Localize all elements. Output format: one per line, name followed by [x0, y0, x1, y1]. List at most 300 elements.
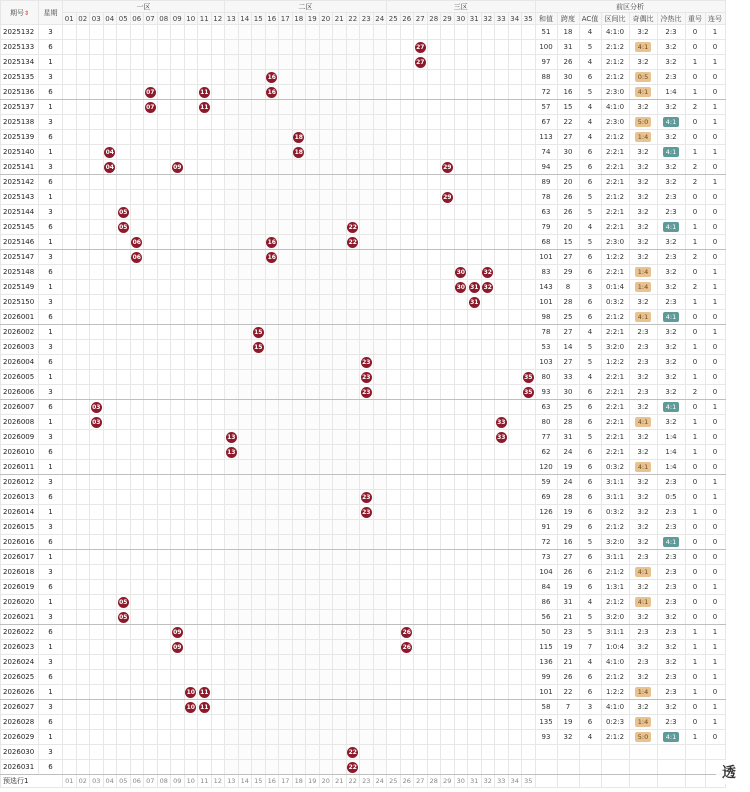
number-cell-08	[157, 655, 171, 670]
table-row[interactable]	[1, 445, 726, 460]
number-cell-12	[211, 595, 225, 610]
analysis-cell-con: 0	[705, 70, 725, 85]
table-row[interactable]	[1, 265, 726, 280]
table-row[interactable]	[1, 475, 726, 490]
preselect-cell-20[interactable]: 20	[319, 775, 333, 788]
analysis-cell-span: 23	[557, 625, 579, 640]
preselect-cell-02[interactable]: 02	[76, 775, 90, 788]
preselect-cell-26[interactable]: 26	[400, 775, 414, 788]
number-cell-02	[76, 310, 90, 325]
analysis-cell-ac: 7	[579, 640, 601, 655]
table-row[interactable]	[1, 295, 726, 310]
analysis-cell-oe: 3:2	[629, 175, 657, 190]
number-cell-16	[265, 685, 279, 700]
number-cell-20	[319, 265, 333, 280]
hit-ball: 16	[267, 253, 276, 261]
table-row[interactable]	[1, 670, 726, 685]
number-cell-25	[387, 40, 401, 55]
preselect-cell-05[interactable]: 05	[117, 775, 131, 788]
number-cell-32	[481, 220, 495, 235]
analysis-cell-sum: 56	[535, 610, 557, 625]
preselect-cell-11[interactable]: 11	[198, 775, 212, 788]
number-cell-05	[117, 625, 131, 640]
table-row[interactable]	[1, 355, 726, 370]
number-cell-21	[333, 565, 347, 580]
number-cell-01	[63, 700, 77, 715]
preselect-cell-29[interactable]: 29	[441, 775, 455, 788]
preselect-cell-31[interactable]: 31	[468, 775, 482, 788]
analysis-cell-span: 25	[557, 400, 579, 415]
number-cell-01	[63, 685, 77, 700]
number-cell-12	[211, 355, 225, 370]
analysis-cell-oe: 2:3	[629, 340, 657, 355]
table-row[interactable]	[1, 280, 726, 295]
number-cell-13	[225, 550, 239, 565]
table-row[interactable]	[1, 205, 726, 220]
analysis-cell-span: 31	[557, 595, 579, 610]
preselect-cell-27[interactable]: 27	[414, 775, 428, 788]
analysis-cell-ac: 4	[579, 370, 601, 385]
analysis-cell-sum: 78	[535, 190, 557, 205]
table-row[interactable]	[1, 595, 726, 610]
preselect-cell-06[interactable]: 06	[130, 775, 144, 788]
number-cell-01	[63, 235, 77, 250]
number-cell-30	[454, 535, 468, 550]
number-cell-18	[292, 700, 306, 715]
table-row[interactable]	[1, 115, 726, 130]
number-cell-07	[144, 85, 158, 100]
preselect-cell-22[interactable]: 22	[346, 775, 360, 788]
number-cell-16	[265, 205, 279, 220]
preselect-cell-35[interactable]: 35	[522, 775, 536, 788]
preselect-cell-08[interactable]: 08	[157, 775, 171, 788]
table-row[interactable]	[1, 505, 726, 520]
analysis-cell-span: 30	[557, 385, 579, 400]
preselect-cell-07[interactable]: 07	[144, 775, 158, 788]
odd-even-badge: 1:4	[635, 132, 651, 142]
table-row[interactable]	[1, 415, 726, 430]
number-cell-25	[387, 325, 401, 340]
number-cell-34	[508, 535, 522, 550]
number-cell-15	[252, 745, 266, 760]
number-cell-24	[373, 250, 387, 265]
analysis-cell-oe	[629, 280, 657, 295]
number-cell-17	[279, 520, 293, 535]
number-cell-03	[90, 25, 104, 40]
number-cell-22	[346, 220, 360, 235]
table-row[interactable]	[1, 250, 726, 265]
number-cell-19	[306, 535, 320, 550]
number-cell-01	[63, 445, 77, 460]
number-cell-19	[306, 550, 320, 565]
analysis-cell-zone: 2:3:0	[601, 235, 629, 250]
number-cell-12	[211, 250, 225, 265]
preselect-cell-18[interactable]: 18	[292, 775, 306, 788]
analysis-cell-con: 0	[705, 205, 725, 220]
number-cell-25	[387, 640, 401, 655]
number-cell-02	[76, 445, 90, 460]
number-cell-31	[468, 535, 482, 550]
table-row[interactable]	[1, 625, 726, 640]
number-header-10: 10	[184, 13, 198, 25]
number-cell-14	[238, 340, 252, 355]
analysis-cell-sum: 101	[535, 250, 557, 265]
number-cell-04	[103, 280, 117, 295]
week-cell: 1	[39, 55, 63, 70]
number-cell-31	[468, 460, 482, 475]
preselect-cell-30[interactable]: 30	[454, 775, 468, 788]
number-cell-05	[117, 535, 131, 550]
number-cell-23	[360, 115, 374, 130]
number-header-15: 15	[252, 13, 266, 25]
number-cell-24	[373, 505, 387, 520]
analysis-cell-sum: 50	[535, 625, 557, 640]
number-cell-13	[225, 100, 239, 115]
number-cell-05	[117, 85, 131, 100]
table-row[interactable]	[1, 25, 726, 40]
number-cell-33	[495, 190, 509, 205]
preselect-cell-34[interactable]: 34	[508, 775, 522, 788]
number-cell-26	[400, 40, 414, 55]
number-cell-07	[144, 310, 158, 325]
number-cell-04	[103, 100, 117, 115]
analysis-cell-rep: 2	[685, 280, 705, 295]
table-row[interactable]	[1, 385, 726, 400]
table-row[interactable]	[1, 430, 726, 445]
number-cell-32	[481, 280, 495, 295]
number-cell-17	[279, 505, 293, 520]
analysis-cell-con: 1	[705, 670, 725, 685]
number-cell-02	[76, 85, 90, 100]
table-row[interactable]	[1, 640, 726, 655]
number-cell-25	[387, 340, 401, 355]
number-cell-31	[468, 370, 482, 385]
table-row[interactable]	[1, 460, 726, 475]
number-cell-24	[373, 640, 387, 655]
hit-ball: 23	[362, 508, 371, 516]
analysis-cell-con: 0	[705, 85, 725, 100]
table-row[interactable]	[1, 730, 726, 745]
number-header-14: 14	[238, 13, 252, 25]
number-cell-22	[346, 280, 360, 295]
preselect-cell-14[interactable]: 14	[238, 775, 252, 788]
issue-header[interactable]: 期号⇕	[1, 1, 39, 25]
number-cell-14	[238, 115, 252, 130]
number-cell-10	[184, 655, 198, 670]
number-cell-01	[63, 580, 77, 595]
number-cell-22	[346, 625, 360, 640]
number-cell-12	[211, 295, 225, 310]
number-cell-05	[117, 70, 131, 85]
analysis-cell-con: 0	[705, 550, 725, 565]
preselect-cell-15[interactable]: 15	[252, 775, 266, 788]
number-cell-13	[225, 355, 239, 370]
number-cell-20	[319, 595, 333, 610]
number-cell-18	[292, 715, 306, 730]
analysis-cell-oe: 3:2	[629, 445, 657, 460]
table-row[interactable]	[1, 535, 726, 550]
preselect-cell-12[interactable]: 12	[211, 775, 225, 788]
analysis-cell-con: 0	[705, 445, 725, 460]
table-row[interactable]	[1, 70, 726, 85]
analysis-cell-rep: 0	[685, 310, 705, 325]
number-cell-09	[171, 55, 185, 70]
analysis-cell-rep: 1	[685, 445, 705, 460]
number-cell-21	[333, 640, 347, 655]
table-row[interactable]	[1, 715, 726, 730]
number-cell-04	[103, 220, 117, 235]
analysis-cell-sum: 99	[535, 670, 557, 685]
table-row[interactable]	[1, 85, 726, 100]
number-cell-26	[400, 310, 414, 325]
number-cell-34	[508, 460, 522, 475]
number-cell-14	[238, 70, 252, 85]
number-cell-33	[495, 550, 509, 565]
preselect-cell-13[interactable]: 13	[225, 775, 239, 788]
number-cell-15	[252, 70, 266, 85]
number-cell-08	[157, 355, 171, 370]
table-row[interactable]	[1, 565, 726, 580]
number-cell-22	[346, 700, 360, 715]
table-row[interactable]	[1, 655, 726, 670]
preselect-cell-32[interactable]: 32	[481, 775, 495, 788]
analysis-cell-ac: 6	[579, 250, 601, 265]
analysis-cell-ch: 2:3	[657, 250, 685, 265]
analysis-cell-rep: 0	[685, 670, 705, 685]
number-cell-24	[373, 550, 387, 565]
number-cell-26	[400, 175, 414, 190]
hit-ball: 23	[362, 373, 371, 381]
number-cell-19	[306, 745, 320, 760]
number-cell-02	[76, 535, 90, 550]
number-cell-33	[495, 250, 509, 265]
number-cell-26	[400, 85, 414, 100]
table-row[interactable]	[1, 550, 726, 565]
number-cell-16	[265, 610, 279, 625]
preselect-cell-28[interactable]: 28	[427, 775, 441, 788]
analysis-cell-rep	[685, 760, 705, 775]
number-cell-07	[144, 655, 158, 670]
week-cell: 1	[39, 640, 63, 655]
number-cell-29	[441, 700, 455, 715]
table-row[interactable]	[1, 340, 726, 355]
analysis-cell-sum: 86	[535, 595, 557, 610]
week-cell: 1	[39, 280, 63, 295]
number-cell-13	[225, 400, 239, 415]
number-cell-12	[211, 175, 225, 190]
analysis-cell-ac: 6	[579, 685, 601, 700]
number-cell-11	[198, 685, 212, 700]
week-cell: 3	[39, 745, 63, 760]
number-cell-01	[63, 85, 77, 100]
table-row[interactable]	[1, 490, 726, 505]
table-row[interactable]	[1, 235, 726, 250]
table-row[interactable]	[1, 745, 726, 760]
analysis-cell-sum: 143	[535, 280, 557, 295]
number-cell-16	[265, 445, 279, 460]
preselect-cell-24[interactable]: 24	[373, 775, 387, 788]
number-cell-09	[171, 475, 185, 490]
number-cell-32	[481, 580, 495, 595]
table-row[interactable]	[1, 220, 726, 235]
number-cell-12	[211, 550, 225, 565]
number-cell-10	[184, 505, 198, 520]
preselect-analysis-cell	[535, 775, 557, 788]
number-cell-34	[508, 220, 522, 235]
analysis-cell-sum: 59	[535, 475, 557, 490]
preselect-row-label[interactable]: 预选行1	[1, 775, 63, 788]
number-cell-20	[319, 520, 333, 535]
number-cell-01	[63, 265, 77, 280]
number-cell-04	[103, 625, 117, 640]
number-cell-35	[522, 580, 536, 595]
number-cell-06	[130, 250, 144, 265]
table-row[interactable]	[1, 760, 726, 775]
preselect-cell-23[interactable]: 23	[360, 775, 374, 788]
analysis-cell-rep: 1	[685, 235, 705, 250]
number-cell-26	[400, 55, 414, 70]
number-cell-28	[427, 550, 441, 565]
number-cell-07	[144, 580, 158, 595]
analysis-cell-rep: 0	[685, 190, 705, 205]
number-cell-19	[306, 715, 320, 730]
preselect-cell-09[interactable]: 09	[171, 775, 185, 788]
number-cell-07	[144, 700, 158, 715]
table-row[interactable]	[1, 145, 726, 160]
table-row[interactable]	[1, 100, 726, 115]
analysis-cell-oe: 3:2	[629, 490, 657, 505]
number-cell-12	[211, 625, 225, 640]
hit-ball: 32	[483, 283, 492, 291]
number-cell-09	[171, 130, 185, 145]
number-cell-20	[319, 685, 333, 700]
preselect-cell-01[interactable]: 01	[63, 775, 77, 788]
number-cell-28	[427, 610, 441, 625]
number-cell-01	[63, 70, 77, 85]
table-row[interactable]	[1, 520, 726, 535]
number-cell-24	[373, 445, 387, 460]
number-cell-30	[454, 205, 468, 220]
number-cell-10	[184, 235, 198, 250]
table-row[interactable]	[1, 310, 726, 325]
number-cell-11	[198, 745, 212, 760]
number-cell-35	[522, 130, 536, 145]
table-row[interactable]	[1, 610, 726, 625]
number-cell-09	[171, 625, 185, 640]
number-cell-15	[252, 340, 266, 355]
number-cell-21	[333, 760, 347, 775]
preselect-analysis-cell	[579, 775, 601, 788]
week-cell: 3	[39, 475, 63, 490]
preselect-cell-25[interactable]: 25	[387, 775, 401, 788]
number-cell-11	[198, 535, 212, 550]
number-cell-07	[144, 445, 158, 460]
number-cell-11	[198, 310, 212, 325]
number-cell-07	[144, 685, 158, 700]
table-row[interactable]	[1, 370, 726, 385]
preselect-cell-03[interactable]: 03	[90, 775, 104, 788]
number-cell-19	[306, 85, 320, 100]
number-cell-05	[117, 250, 131, 265]
preselect-cell-33[interactable]: 33	[495, 775, 509, 788]
preselect-cell-21[interactable]: 21	[333, 775, 347, 788]
table-row[interactable]	[1, 160, 726, 175]
number-cell-14	[238, 355, 252, 370]
preselect-cell-16[interactable]: 16	[265, 775, 279, 788]
analysis-cell-oe	[629, 685, 657, 700]
analysis-cell-rep: 0	[685, 25, 705, 40]
preselect-cell-04[interactable]: 04	[103, 775, 117, 788]
hit-ball: 26	[402, 628, 411, 636]
number-header-13: 13	[225, 13, 239, 25]
number-cell-07	[144, 670, 158, 685]
number-cell-23	[360, 250, 374, 265]
number-cell-24	[373, 235, 387, 250]
analysis-cell-sum: 80	[535, 415, 557, 430]
number-cell-28	[427, 265, 441, 280]
week-cell: 6	[39, 355, 63, 370]
number-cell-15	[252, 595, 266, 610]
table-row[interactable]	[1, 325, 726, 340]
number-cell-07	[144, 640, 158, 655]
number-cell-28	[427, 295, 441, 310]
number-cell-20	[319, 745, 333, 760]
number-cell-20	[319, 250, 333, 265]
table-row[interactable]	[1, 700, 726, 715]
number-cell-22	[346, 250, 360, 265]
table-row[interactable]	[1, 685, 726, 700]
number-cell-14	[238, 130, 252, 145]
number-cell-32	[481, 40, 495, 55]
odd-even-badge: 4:1	[635, 312, 651, 322]
number-cell-03	[90, 370, 104, 385]
preselect-cell-10[interactable]: 10	[184, 775, 198, 788]
issue-cell: 2025142	[1, 175, 39, 190]
number-cell-22	[346, 460, 360, 475]
number-header-28: 28	[427, 13, 441, 25]
table-row[interactable]	[1, 130, 726, 145]
number-cell-23	[360, 730, 374, 745]
number-cell-08	[157, 745, 171, 760]
number-cell-06	[130, 430, 144, 445]
number-cell-31	[468, 430, 482, 445]
number-cell-33	[495, 505, 509, 520]
table-row[interactable]	[1, 40, 726, 55]
hit-ball: 22	[348, 223, 357, 231]
number-cell-32	[481, 430, 495, 445]
number-cell-02	[76, 565, 90, 580]
number-header-27: 27	[414, 13, 428, 25]
table-row[interactable]	[1, 190, 726, 205]
issue-cell: 2025138	[1, 115, 39, 130]
table-row[interactable]	[1, 55, 726, 70]
number-cell-12	[211, 115, 225, 130]
number-cell-34	[508, 685, 522, 700]
table-row[interactable]	[1, 400, 726, 415]
number-cell-26	[400, 760, 414, 775]
table-row[interactable]	[1, 580, 726, 595]
number-cell-12	[211, 670, 225, 685]
issue-cell: 2026024	[1, 655, 39, 670]
preselect-cell-19[interactable]: 19	[306, 775, 320, 788]
analysis-cell-rep: 0	[685, 700, 705, 715]
table-row[interactable]	[1, 175, 726, 190]
issue-cell: 2025144	[1, 205, 39, 220]
number-cell-27	[414, 580, 428, 595]
number-cell-32	[481, 625, 495, 640]
number-cell-21	[333, 550, 347, 565]
preselect-cell-17[interactable]: 17	[279, 775, 293, 788]
